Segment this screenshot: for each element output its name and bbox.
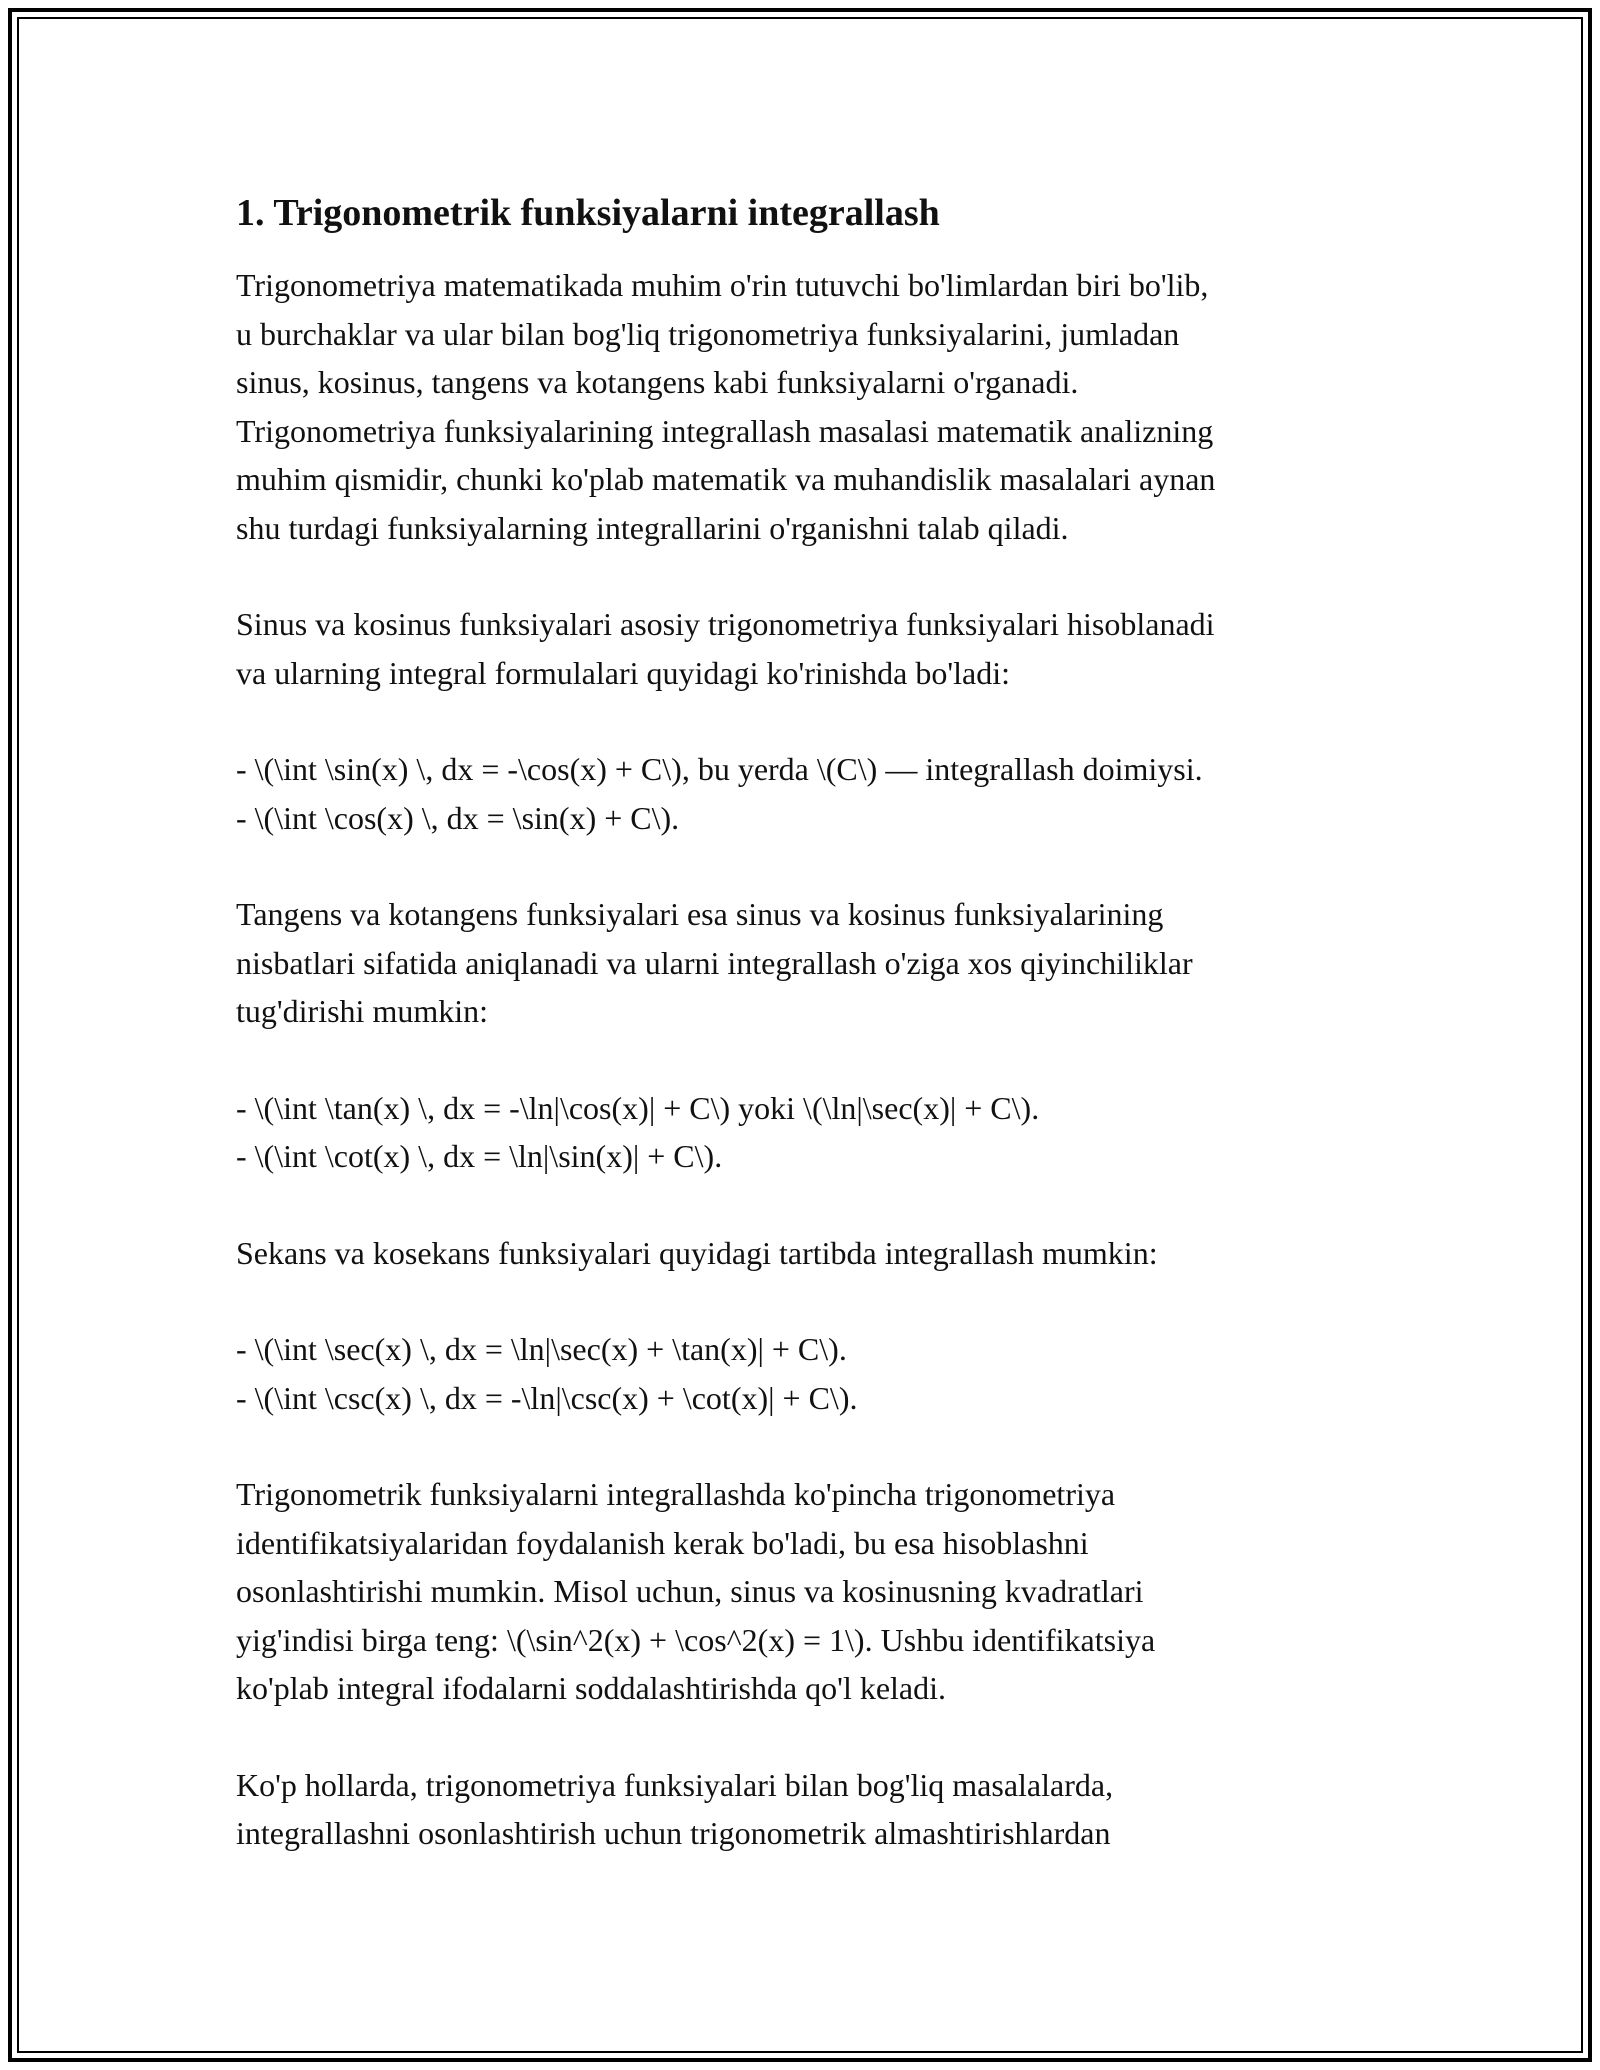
text-line: muhim qismidir, chunki ko'plab matematik va muhandislik masalalari aynan xyxy=(236,461,1216,497)
text-line: yig'indisi birga teng: \(\sin^2(x) + \cos^2(x) = 1\). Ushbu identifikatsiya xyxy=(236,1621,1156,1658)
text-line: integrallashni osonlashtirish uchun trigonometrik almashtirishlardan xyxy=(236,1815,1111,1851)
text-line: Tangens va kotangens funksiyalari esa sinus va kosinus funksiyalarining xyxy=(236,896,1164,932)
paragraph-sin-cos xyxy=(236,600,1376,697)
text-line: osonlashtirishi mumkin. Misol uchun, sinus va kosinusning kvadratlari xyxy=(236,1573,1144,1609)
text-line: Sekans va kosekans funksiyalari quyidagi tartibda integrallash mumkin: xyxy=(236,1234,1158,1271)
formula-list-tan-cot xyxy=(236,1084,1376,1181)
paragraph-intro xyxy=(236,261,1376,552)
text-line: Sinus va kosinus funksiyalari asosiy trigonometriya funksiyalari hisoblanadi xyxy=(236,606,1215,642)
text-line: nisbatlari sifatida aniqlanadi va ularni integrallash o'ziga xos qiyinchiliklar xyxy=(236,944,1193,981)
paragraph-sec-csc xyxy=(236,1229,1376,1278)
text-line: Trigonometriya funksiyalarining integrallash masalasi matematik analizning xyxy=(236,412,1214,449)
formula-list-sec-csc xyxy=(236,1325,1376,1422)
formula-line: - \(\int \sin(x) \, dx = -\cos(x) + C\), bu yerda \(C\) — integrallash doimiysi. xyxy=(236,751,1203,787)
text-line: shu turdagi funksiyalarning integrallarini o'rganishni talab qiladi. xyxy=(236,509,1069,546)
text-line: identifikatsiyalaridan foydalanish kerak bo'ladi, bu esa hisoblashni xyxy=(236,1524,1089,1561)
paragraph-identities xyxy=(236,1470,1376,1713)
text-line: u burchaklar va ular bilan bog'liq trigonometriya funksiyalarini, jumladan xyxy=(236,315,1180,352)
text-line: tug'dirishi mumkin: xyxy=(236,993,488,1029)
paragraph-tan-cot xyxy=(236,890,1376,1036)
text-line: va ularning integral formulalari quyidagi ko'rinishda bo'ladi: xyxy=(236,654,1010,691)
formula-line: - \(\int \sec(x) \, dx = \ln|\sec(x) + \tan(x)| + C\). xyxy=(236,1331,847,1367)
text-line: ko'plab integral ifodalarni soddalashtirishda qo'l keladi. xyxy=(236,1670,947,1706)
text-line: Ko'p hollarda, trigonometriya funksiyalari bilan bog'liq masalalarda, xyxy=(236,1766,1114,1803)
document-body xyxy=(236,188,1376,1858)
formula-list-sin-cos xyxy=(236,745,1376,842)
formula-line: - \(\int \csc(x) \, dx = -\ln|\csc(x) + \cot(x)| + C\). xyxy=(236,1379,858,1416)
section-heading: 1. Trigonometrik funksiyalarni integrallash xyxy=(236,192,940,234)
text-line: Trigonometriya matematikada muhim o'rin tutuvchi bo'limlardan biri bo'lib, xyxy=(236,267,1209,303)
paragraph-substitution xyxy=(236,1761,1376,1858)
text-line: sinus, kosinus, tangens va kotangens kabi funksiyalarni o'rganadi. xyxy=(236,364,1079,400)
formula-line: - \(\int \tan(x) \, dx = -\ln|\cos(x)| + C\) yoki \(\ln|\sec(x)| + C\). xyxy=(236,1089,1040,1126)
formula-line: - \(\int \cos(x) \, dx = \sin(x) + C\). xyxy=(236,799,680,836)
formula-line: - \(\int \cot(x) \, dx = \ln|\sin(x)| + C\). xyxy=(236,1138,723,1174)
text-line: Trigonometrik funksiyalarni integrallashda ko'pincha trigonometriya xyxy=(236,1476,1116,1512)
